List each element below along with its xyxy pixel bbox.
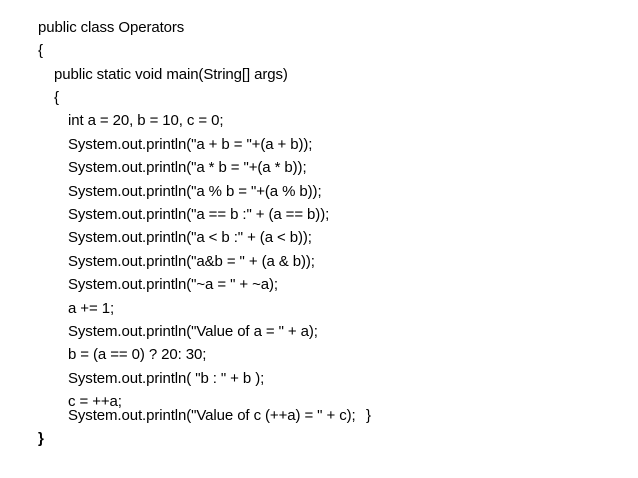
main-close-brace: }: [366, 407, 372, 424]
print-b-line: System.out.println( "b : " + b );: [68, 370, 265, 387]
print-bitwise-not-line: System.out.println("~a = " + ~a);: [68, 276, 278, 293]
print-modulus-line: System.out.println("a % b = "+(a % b));: [68, 183, 322, 200]
print-less-than-line: System.out.println("a < b :" + (a < b));: [68, 229, 312, 246]
print-addition-line: System.out.println("a + b = "+(a + b));: [68, 136, 313, 153]
print-equality-line: System.out.println("a == b :" + (a == b));: [68, 206, 330, 223]
print-multiplication-line: System.out.println("a * b = "+(a * b));: [68, 159, 307, 176]
class-open-brace: {: [38, 42, 43, 59]
ternary-assignment-line: b = (a == 0) ? 20: 30;: [68, 346, 207, 363]
class-close-brace: }: [38, 430, 44, 447]
main-method-declaration-line: public static void main(String[] args): [54, 66, 288, 83]
print-value-of-a-line: System.out.println("Value of a = " + a);: [68, 323, 318, 340]
print-value-of-c-line: System.out.println("Value of c (++a) = " + c);: [68, 407, 356, 424]
main-open-brace: {: [54, 89, 59, 106]
print-bitwise-and-line: System.out.println("a&b = " + (a & b));: [68, 253, 315, 270]
variable-declaration-line: int a = 20, b = 10, c = 0;: [68, 112, 224, 129]
class-declaration-line: public class Operators: [38, 19, 185, 36]
compound-assignment-line: a += 1;: [68, 300, 115, 317]
pre-increment-line: c = ++a;: [68, 393, 122, 410]
